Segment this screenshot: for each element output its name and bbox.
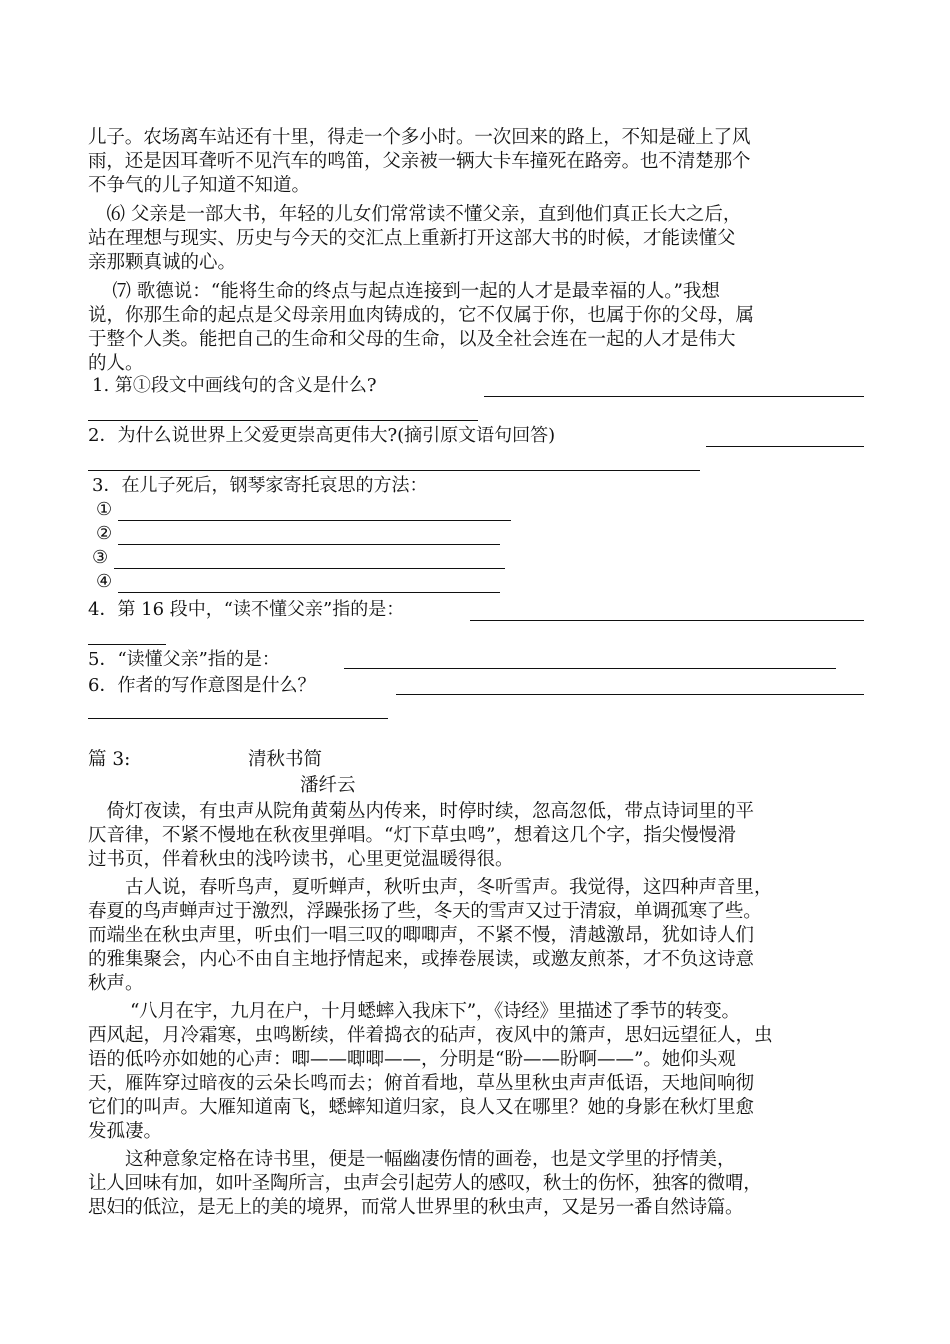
passage-line: 于整个人类。能把自己的生命和父母的生命，以及全社会连在一起的人才是伟大 bbox=[88, 329, 736, 350]
question-4: 4．第 16 段中，“读不懂父亲”指的是： bbox=[88, 599, 405, 620]
article-line: 倚灯夜读，有虫声从院角黄菊丛内传来，时停时续，忽高忽低，带点诗词里的平 bbox=[88, 801, 755, 822]
answer-line-3-3[interactable] bbox=[114, 568, 505, 569]
q3-item-1: ① bbox=[96, 499, 113, 520]
article-line: 而端坐在秋虫声里，听虫们一唱三叹的唧唧声，不紧不慢，清越激昂，犹如诗人们 bbox=[88, 925, 755, 946]
question-1: 1. 第①段文中画线句的含义是什么? bbox=[92, 375, 377, 396]
article-line: 春夏的鸟声蝉声过于激烈，浮躁张扬了些，冬天的雪声又过于清寂，单调孤寒了些。 bbox=[88, 901, 762, 922]
question-6: 6．作者的写作意图是什么？ bbox=[88, 675, 316, 696]
answer-line-5[interactable] bbox=[344, 668, 836, 669]
answer-line-4a[interactable] bbox=[470, 620, 864, 621]
passage-line: ⑺ 歌德说：“能将生命的终点与起点连接到一起的人才是最幸福的人。”我想 bbox=[88, 281, 720, 302]
answer-line-1b[interactable] bbox=[88, 420, 478, 421]
article-line: 秋声。 bbox=[88, 973, 144, 994]
article-line: 语的低吟亦如她的心声：唧——唧唧——，分明是“盼——盼啊——”。她仰头观 bbox=[88, 1049, 736, 1070]
article-line: 西风起，月冷霜寒，虫鸣断续，伴着捣衣的砧声，夜风中的箫声，思妇远望征人，虫 bbox=[88, 1025, 773, 1046]
article-line: 它们的叫声。大雁知道南飞，蟋蟀知道归家，良人又在哪里？她的身影在秋灯里愈 bbox=[88, 1097, 755, 1118]
answer-line-6a[interactable] bbox=[396, 694, 864, 695]
article-line: 过书页，伴着秋虫的浅吟读书，心里更觉温暖得很。 bbox=[88, 849, 514, 870]
answer-line-4b[interactable] bbox=[88, 644, 166, 645]
article-line: 这种意象定格在诗书里，便是一幅幽凄伤情的画卷，也是文学里的抒情美， bbox=[88, 1149, 736, 1170]
q3-item-3: ③ bbox=[92, 547, 109, 568]
passage-line: 亲那颗真诚的心。 bbox=[88, 252, 237, 273]
answer-line-3-2[interactable] bbox=[118, 544, 500, 545]
article-line: 仄音律，不紧不慢地在秋夜里弹唱。“灯下草虫鸣”，想着这几个字，指尖慢慢滑 bbox=[88, 825, 736, 846]
passage-line: 的人。 bbox=[88, 353, 144, 374]
passage-line: 不争气的儿子知道不知道。 bbox=[88, 175, 311, 196]
article-line: 思妇的低泣，是无上的美的境界，而常人世界里的秋虫声，又是另一番自然诗篇。 bbox=[88, 1197, 744, 1218]
q3-item-2: ② bbox=[96, 523, 113, 544]
article-line: 让人回味有加，如叶圣陶所言，虫声会引起劳人的感叹，秋士的伤怀，独客的微喟， bbox=[88, 1173, 762, 1194]
article-label: 篇 3: bbox=[88, 749, 131, 770]
article-title: 清秋书简 bbox=[248, 749, 323, 770]
answer-line-2a[interactable] bbox=[706, 446, 864, 447]
answer-line-3-4[interactable] bbox=[118, 592, 500, 593]
article-line: “八月在宇，九月在户，十月蟋蟀入我床下”，《诗经》里描述了季节的转变。 bbox=[88, 1001, 740, 1022]
answer-line-3-1[interactable] bbox=[118, 520, 511, 521]
passage-line: 雨，还是因耳聋听不见汽车的鸣笛，父亲被一辆大卡车撞死在路旁。也不清楚那个 bbox=[88, 151, 751, 172]
question-3: 3．在儿子死后，钢琴家寄托哀思的方法： bbox=[92, 475, 428, 496]
article-line: 的雅集聚会，内心不由自主地抒情起来，或捧卷展读，或邀友煎茶，才不负这诗意 bbox=[88, 949, 755, 970]
answer-line-6b[interactable] bbox=[88, 718, 388, 719]
answer-line-2b[interactable] bbox=[88, 470, 700, 471]
article-line: 发孤凄。 bbox=[88, 1121, 163, 1142]
passage-line: 说，你那生命的起点是父母亲用血肉铸成的，它不仅属于你，也属于你的父母，属 bbox=[88, 305, 755, 326]
article-line: 天，雁阵穿过暗夜的云朵长鸣而去；俯首看地，草丛里秋虫声声低语，天地间响彻 bbox=[88, 1073, 755, 1094]
article-author: 潘纤云 bbox=[300, 775, 356, 796]
question-2: 2．为什么说世界上父爱更崇高更伟大?(摘引原文语句回答) bbox=[88, 425, 556, 446]
question-5: 5．“读懂父亲”指的是： bbox=[88, 649, 280, 670]
article-line: 古人说，春听鸟声，夏听蝉声，秋听虫声，冬听雪声。我觉得，这四种声音里， bbox=[88, 877, 773, 898]
q3-item-4: ④ bbox=[96, 571, 113, 592]
passage-line: ⑹ 父亲是一部大书，年轻的儿女们常常读不懂父亲，直到他们真正长大之后， bbox=[88, 204, 742, 225]
passage-line: 站在理想与现实、历史与今天的交汇点上重新打开这部大书的时候，才能读懂父 bbox=[88, 228, 736, 249]
passage-line: 儿子。农场离车站还有十里，得走一个多小时。一次回来的路上，不知是碰上了风 bbox=[88, 127, 751, 148]
answer-line-1a[interactable] bbox=[484, 396, 864, 397]
